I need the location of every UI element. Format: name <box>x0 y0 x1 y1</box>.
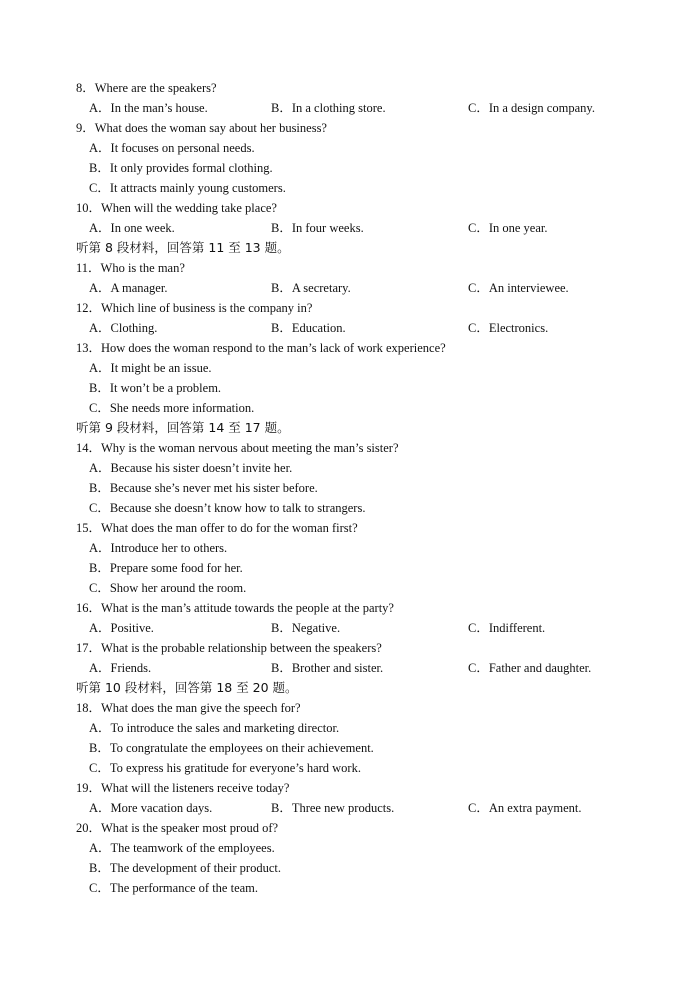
answer-option: C．The performance of the team. <box>89 881 259 895</box>
answer-option: C．Indifferent. <box>468 621 546 635</box>
question-text: 9．What does the woman say about her business? <box>76 121 327 135</box>
answer-option: C．Father and daughter. <box>468 661 592 675</box>
answer-option: A．Clothing. <box>89 321 158 335</box>
option-row <box>76 98 636 118</box>
answer-option: B．Brother and sister. <box>271 661 384 675</box>
answer-option: B．To congratulate the employees on their achievement. <box>89 741 374 755</box>
question-text: 19．What will the listeners receive today? <box>76 781 290 795</box>
question-text: 15．What does the man offer to do for the woman first? <box>76 521 358 535</box>
answer-option: A．Introduce her to others. <box>89 541 228 555</box>
answer-option: B．Three new products. <box>271 801 395 815</box>
answer-option: C．Because she doesn’t know how to talk to strangers. <box>89 501 366 515</box>
answer-option: B．Prepare some food for her. <box>89 561 243 575</box>
question-text: 12．Which line of business is the company in? <box>76 301 313 315</box>
option-row <box>76 218 636 238</box>
answer-option: B．In a clothing store. <box>271 101 386 115</box>
question-text: 16．What is the man’s attitude towards the people at the party? <box>76 601 394 615</box>
answer-option: A．A manager. <box>89 281 168 295</box>
answer-option: A．To introduce the sales and marketing director. <box>89 721 340 735</box>
answer-option: B．Because she’s never met his sister before. <box>89 481 318 495</box>
answer-option: A．Friends. <box>89 661 152 675</box>
option-row <box>76 278 636 298</box>
answer-option: C．Show her around the room. <box>89 581 247 595</box>
answer-option: C．In a design company. <box>468 101 595 115</box>
answer-option: B．It won’t be a problem. <box>89 381 222 395</box>
answer-option: C．To express his gratitude for everyone’s hard work. <box>89 761 361 775</box>
answer-option: C．She needs more information. <box>89 401 255 415</box>
section-instruction: 听第 10 段材料，回答第 18 至 20 题。 <box>76 680 298 695</box>
answer-option: B．Education. <box>271 321 346 335</box>
answer-option: B．It only provides formal clothing. <box>89 161 273 175</box>
answer-option: B．Negative. <box>271 621 341 635</box>
section-instruction: 听第 9 段材料，回答第 14 至 17 题。 <box>76 420 290 435</box>
question-text: 20．What is the speaker most proud of? <box>76 821 279 835</box>
answer-option: A．More vacation days. <box>89 801 213 815</box>
question-text: 17．What is the probable relationship between the speakers? <box>76 641 382 655</box>
answer-option: A．It focuses on personal needs. <box>89 141 255 155</box>
question-text: 10．When will the wedding take place? <box>76 201 277 215</box>
question-text: 11．Who is the man? <box>76 261 185 275</box>
question-list <box>76 78 636 898</box>
answer-option: B．A secretary. <box>271 281 351 295</box>
question-text: 8．Where are the speakers? <box>76 81 217 95</box>
answer-option: A．In the man’s house. <box>89 101 208 115</box>
answer-option: B．In four weeks. <box>271 221 364 235</box>
option-row <box>76 798 636 818</box>
answer-option: B．The development of their product. <box>89 861 281 875</box>
answer-option: A．Because his sister doesn’t invite her. <box>89 461 293 475</box>
answer-option: A．Positive. <box>89 621 154 635</box>
answer-option: C．In one year. <box>468 221 548 235</box>
answer-option: C．Electronics. <box>468 321 549 335</box>
answer-option: A．It might be an issue. <box>89 361 212 375</box>
answer-option: A．The teamwork of the employees. <box>89 841 275 855</box>
option-row <box>76 658 636 678</box>
answer-option: C．An extra payment. <box>468 801 582 815</box>
question-text: 14．Why is the woman nervous about meeting the man’s sister? <box>76 441 399 455</box>
option-row <box>76 618 636 638</box>
answer-option: A．In one week. <box>89 221 175 235</box>
question-text: 18．What does the man give the speech for? <box>76 701 301 715</box>
section-instruction: 听第 8 段材料，回答第 11 至 13 题。 <box>76 240 290 255</box>
answer-option: C．It attracts mainly young customers. <box>89 181 286 195</box>
answer-option: C．An interviewee. <box>468 281 569 295</box>
question-text: 13．How does the woman respond to the man’s lack of work experience? <box>76 341 446 355</box>
option-row <box>76 318 636 338</box>
